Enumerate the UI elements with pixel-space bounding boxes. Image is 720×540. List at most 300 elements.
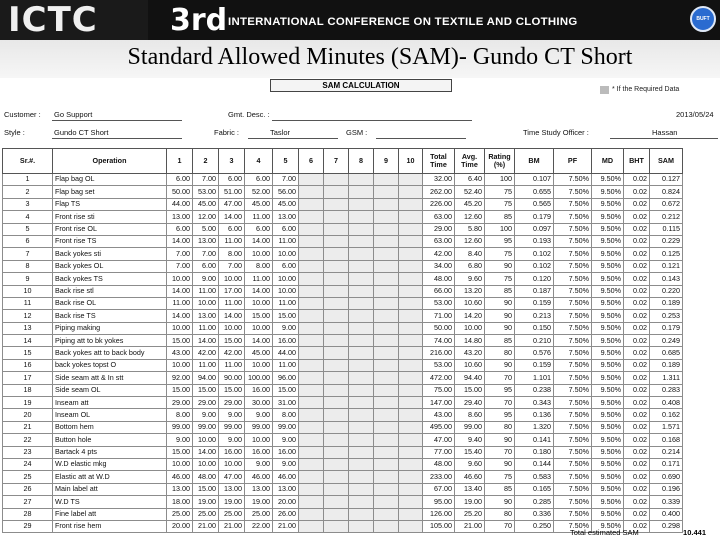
- table-cell[interactable]: Flap TS: [53, 198, 167, 210]
- table-cell[interactable]: 85: [485, 335, 515, 347]
- column-header[interactable]: BM: [515, 149, 554, 174]
- table-cell[interactable]: [324, 483, 349, 495]
- table-cell[interactable]: 1.571: [650, 421, 683, 433]
- table-cell[interactable]: 0.127: [650, 174, 683, 186]
- table-cell[interactable]: 90: [485, 297, 515, 309]
- table-cell[interactable]: [374, 372, 399, 384]
- table-cell[interactable]: 46.00: [167, 471, 193, 483]
- table-cell[interactable]: [349, 446, 374, 458]
- table-cell[interactable]: 7.50%: [554, 211, 592, 223]
- table-cell[interactable]: 34.00: [423, 260, 455, 272]
- table-cell[interactable]: [299, 372, 324, 384]
- table-cell[interactable]: 56.00: [273, 186, 299, 198]
- table-cell[interactable]: [374, 285, 399, 297]
- table-cell[interactable]: [324, 322, 349, 334]
- table-cell[interactable]: [349, 174, 374, 186]
- table-cell[interactable]: Inseam att: [53, 397, 167, 409]
- table-cell[interactable]: [324, 384, 349, 396]
- table-cell[interactable]: 11.00: [273, 235, 299, 247]
- table-cell[interactable]: Bottom hem: [53, 421, 167, 433]
- table-cell[interactable]: 15: [3, 347, 53, 359]
- table-cell[interactable]: 14.00: [193, 335, 219, 347]
- table-cell[interactable]: 7.50%: [554, 248, 592, 260]
- table-cell[interactable]: 45.00: [245, 347, 273, 359]
- table-cell[interactable]: 0.02: [624, 421, 650, 433]
- table-cell[interactable]: 9.50%: [592, 483, 624, 495]
- table-cell[interactable]: 9.50%: [592, 409, 624, 421]
- column-header[interactable]: MD: [592, 149, 624, 174]
- table-cell[interactable]: 70: [485, 446, 515, 458]
- table-cell[interactable]: 11.00: [193, 322, 219, 334]
- table-cell[interactable]: Back yokes TS: [53, 273, 167, 285]
- table-cell[interactable]: 262.00: [423, 186, 455, 198]
- table-cell[interactable]: [299, 446, 324, 458]
- table-cell[interactable]: 15.00: [193, 483, 219, 495]
- table-cell[interactable]: [324, 496, 349, 508]
- table-cell[interactable]: Front rise OL: [53, 223, 167, 235]
- column-header[interactable]: 9: [374, 149, 399, 174]
- table-cell[interactable]: Front rise TS: [53, 235, 167, 247]
- table-cell[interactable]: 18: [3, 384, 53, 396]
- table-cell[interactable]: [349, 186, 374, 198]
- table-cell[interactable]: 1.320: [515, 421, 554, 433]
- table-cell[interactable]: 7.50%: [554, 260, 592, 272]
- table-cell[interactable]: 21.00: [273, 520, 299, 532]
- table-cell[interactable]: 0.107: [515, 174, 554, 186]
- table-cell[interactable]: 9.50%: [592, 211, 624, 223]
- table-cell[interactable]: 0.408: [650, 397, 683, 409]
- table-cell[interactable]: 9.50%: [592, 285, 624, 297]
- table-cell[interactable]: 11.00: [245, 273, 273, 285]
- table-cell[interactable]: 9.40: [455, 434, 485, 446]
- table-cell[interactable]: [399, 198, 423, 210]
- table-cell[interactable]: 9.00: [219, 434, 245, 446]
- table-cell[interactable]: 13.00: [167, 211, 193, 223]
- table-cell[interactable]: 44.00: [273, 347, 299, 359]
- table-cell[interactable]: [349, 421, 374, 433]
- table-cell[interactable]: 9.50%: [592, 186, 624, 198]
- table-cell[interactable]: 12: [3, 310, 53, 322]
- table-cell[interactable]: Piping making: [53, 322, 167, 334]
- table-cell[interactable]: 14.00: [245, 285, 273, 297]
- table-cell[interactable]: 7.50%: [554, 421, 592, 433]
- table-cell[interactable]: [299, 260, 324, 272]
- table-cell[interactable]: 50.00: [167, 186, 193, 198]
- table-cell[interactable]: [324, 347, 349, 359]
- table-cell[interactable]: 4: [3, 211, 53, 223]
- table-cell[interactable]: 0.159: [515, 359, 554, 371]
- table-cell[interactable]: [324, 446, 349, 458]
- table-cell[interactable]: [299, 421, 324, 433]
- table-cell[interactable]: 10.00: [219, 273, 245, 285]
- table-cell[interactable]: 63.00: [423, 211, 455, 223]
- table-cell[interactable]: 11.00: [245, 211, 273, 223]
- table-cell[interactable]: 495.00: [423, 421, 455, 433]
- table-cell[interactable]: 53.00: [193, 186, 219, 198]
- table-cell[interactable]: 13.20: [455, 285, 485, 297]
- table-cell[interactable]: 0.02: [624, 508, 650, 520]
- table-cell[interactable]: 9.50%: [592, 471, 624, 483]
- table-cell[interactable]: 0.180: [515, 446, 554, 458]
- table-cell[interactable]: [299, 273, 324, 285]
- table-cell[interactable]: [399, 211, 423, 223]
- table-cell[interactable]: 19.00: [245, 496, 273, 508]
- table-cell[interactable]: [299, 198, 324, 210]
- table-cell[interactable]: 9.60: [455, 458, 485, 470]
- table-cell[interactable]: [299, 186, 324, 198]
- table-cell[interactable]: 13.00: [219, 483, 245, 495]
- table-cell[interactable]: Side seam att & In stt: [53, 372, 167, 384]
- table-cell[interactable]: 8.60: [455, 409, 485, 421]
- table-cell[interactable]: 11.00: [273, 297, 299, 309]
- table-cell[interactable]: [299, 483, 324, 495]
- table-cell[interactable]: [399, 260, 423, 272]
- table-cell[interactable]: 13.00: [193, 235, 219, 247]
- table-cell[interactable]: [299, 347, 324, 359]
- table-cell[interactable]: 7.50%: [554, 186, 592, 198]
- table-cell[interactable]: 90: [485, 434, 515, 446]
- table-cell[interactable]: 9.50%: [592, 260, 624, 272]
- table-cell[interactable]: 0.189: [650, 297, 683, 309]
- table-cell[interactable]: 9.50%: [592, 446, 624, 458]
- table-cell[interactable]: [324, 409, 349, 421]
- table-cell[interactable]: 0.02: [624, 409, 650, 421]
- table-cell[interactable]: 95: [485, 384, 515, 396]
- table-cell[interactable]: 13: [3, 322, 53, 334]
- column-header[interactable]: PF: [554, 149, 592, 174]
- table-cell[interactable]: 0.02: [624, 471, 650, 483]
- table-cell[interactable]: 0.212: [650, 211, 683, 223]
- table-cell[interactable]: 14.00: [245, 335, 273, 347]
- table-cell[interactable]: 14.00: [167, 235, 193, 247]
- table-cell[interactable]: 14.00: [193, 446, 219, 458]
- table-cell[interactable]: [349, 347, 374, 359]
- table-cell[interactable]: 7.50%: [554, 174, 592, 186]
- table-cell[interactable]: 85: [485, 211, 515, 223]
- table-cell[interactable]: 0.250: [515, 520, 554, 532]
- table-cell[interactable]: 9.50%: [592, 359, 624, 371]
- table-cell[interactable]: 7.50%: [554, 446, 592, 458]
- table-cell[interactable]: [299, 285, 324, 297]
- table-cell[interactable]: [299, 397, 324, 409]
- table-cell[interactable]: 7.00: [193, 248, 219, 260]
- table-cell[interactable]: 0.02: [624, 285, 650, 297]
- table-cell[interactable]: 7.50%: [554, 372, 592, 384]
- table-cell[interactable]: 10.00: [193, 297, 219, 309]
- table-cell[interactable]: 7.50%: [554, 223, 592, 235]
- column-header[interactable]: 4: [245, 149, 273, 174]
- table-cell[interactable]: 25.20: [455, 508, 485, 520]
- table-cell[interactable]: 13.40: [455, 483, 485, 495]
- table-cell[interactable]: 10.00: [167, 458, 193, 470]
- table-cell[interactable]: 11.00: [273, 359, 299, 371]
- table-cell[interactable]: 26: [3, 483, 53, 495]
- table-cell[interactable]: 27: [3, 496, 53, 508]
- table-cell[interactable]: 44.00: [167, 198, 193, 210]
- table-cell[interactable]: [374, 174, 399, 186]
- table-cell[interactable]: 0.02: [624, 496, 650, 508]
- table-cell[interactable]: [299, 310, 324, 322]
- table-cell[interactable]: [299, 322, 324, 334]
- table-cell[interactable]: [349, 322, 374, 334]
- table-cell[interactable]: 9.50%: [592, 421, 624, 433]
- table-cell[interactable]: 0.115: [650, 223, 683, 235]
- table-cell[interactable]: 0.02: [624, 260, 650, 272]
- table-cell[interactable]: Inseam OL: [53, 409, 167, 421]
- table-cell[interactable]: [399, 458, 423, 470]
- column-header[interactable]: Operation: [53, 149, 167, 174]
- table-cell[interactable]: 63.00: [423, 235, 455, 247]
- table-cell[interactable]: 0.400: [650, 508, 683, 520]
- table-cell[interactable]: 70: [485, 397, 515, 409]
- table-cell[interactable]: [399, 496, 423, 508]
- table-cell[interactable]: [349, 471, 374, 483]
- table-cell[interactable]: [374, 471, 399, 483]
- table-cell[interactable]: 42.00: [423, 248, 455, 260]
- table-cell[interactable]: 14.00: [219, 310, 245, 322]
- table-cell[interactable]: 9.50%: [592, 335, 624, 347]
- table-cell[interactable]: 0.02: [624, 310, 650, 322]
- table-cell[interactable]: 0.143: [650, 273, 683, 285]
- table-cell[interactable]: 29: [3, 520, 53, 532]
- table-cell[interactable]: [399, 471, 423, 483]
- table-cell[interactable]: [349, 260, 374, 272]
- table-cell[interactable]: 13.00: [245, 483, 273, 495]
- table-cell[interactable]: 0.02: [624, 297, 650, 309]
- table-cell[interactable]: [374, 458, 399, 470]
- table-cell[interactable]: [399, 322, 423, 334]
- table-cell[interactable]: Side seam OL: [53, 384, 167, 396]
- table-cell[interactable]: 90: [485, 458, 515, 470]
- table-cell[interactable]: 0.02: [624, 174, 650, 186]
- table-cell[interactable]: 12.00: [193, 211, 219, 223]
- table-cell[interactable]: [374, 235, 399, 247]
- table-cell[interactable]: 0.162: [650, 409, 683, 421]
- table-cell[interactable]: 0.02: [624, 434, 650, 446]
- table-cell[interactable]: 0.253: [650, 310, 683, 322]
- table-cell[interactable]: 0.02: [624, 273, 650, 285]
- table-cell[interactable]: [299, 520, 324, 532]
- table-cell[interactable]: 22: [3, 434, 53, 446]
- table-cell[interactable]: Bartack 4 pts: [53, 446, 167, 458]
- table-cell[interactable]: 0.672: [650, 198, 683, 210]
- table-cell[interactable]: 1.311: [650, 372, 683, 384]
- table-cell[interactable]: 22.00: [245, 520, 273, 532]
- table-cell[interactable]: 0.165: [515, 483, 554, 495]
- table-cell[interactable]: 10.00: [219, 458, 245, 470]
- column-header[interactable]: 8: [349, 149, 374, 174]
- table-cell[interactable]: 29.00: [219, 397, 245, 409]
- table-cell[interactable]: [349, 372, 374, 384]
- table-cell[interactable]: 11.00: [219, 297, 245, 309]
- table-cell[interactable]: [299, 223, 324, 235]
- table-cell[interactable]: 0.102: [515, 248, 554, 260]
- table-cell[interactable]: 7.00: [219, 260, 245, 272]
- table-cell[interactable]: 96.00: [273, 372, 299, 384]
- table-cell[interactable]: 32.00: [423, 174, 455, 186]
- table-cell[interactable]: [299, 248, 324, 260]
- table-cell[interactable]: 10.00: [455, 322, 485, 334]
- table-cell[interactable]: [399, 397, 423, 409]
- table-cell[interactable]: 9.50%: [592, 458, 624, 470]
- table-cell[interactable]: [374, 335, 399, 347]
- table-cell[interactable]: [349, 248, 374, 260]
- table-cell[interactable]: 0.343: [515, 397, 554, 409]
- table-cell[interactable]: 10.00: [273, 248, 299, 260]
- table-cell[interactable]: Main label att: [53, 483, 167, 495]
- table-cell[interactable]: [399, 285, 423, 297]
- table-cell[interactable]: 14.00: [245, 235, 273, 247]
- table-cell[interactable]: 0.220: [650, 285, 683, 297]
- table-cell[interactable]: 99.00: [167, 421, 193, 433]
- table-cell[interactable]: 53.00: [423, 359, 455, 371]
- table-cell[interactable]: 13.00: [273, 483, 299, 495]
- table-cell[interactable]: [374, 198, 399, 210]
- table-cell[interactable]: 16.00: [273, 335, 299, 347]
- table-cell[interactable]: [324, 273, 349, 285]
- table-cell[interactable]: 0.193: [515, 235, 554, 247]
- table-cell[interactable]: 42.00: [193, 347, 219, 359]
- table-cell[interactable]: [349, 384, 374, 396]
- table-cell[interactable]: 126.00: [423, 508, 455, 520]
- table-cell[interactable]: 43.00: [423, 409, 455, 421]
- table-cell[interactable]: 6.00: [167, 223, 193, 235]
- table-cell[interactable]: 6.00: [219, 223, 245, 235]
- table-cell[interactable]: [374, 248, 399, 260]
- table-cell[interactable]: 10.00: [167, 359, 193, 371]
- table-cell[interactable]: [299, 434, 324, 446]
- column-header[interactable]: 6: [299, 149, 324, 174]
- table-cell[interactable]: [324, 211, 349, 223]
- table-cell[interactable]: [399, 186, 423, 198]
- table-cell[interactable]: 0.171: [650, 458, 683, 470]
- table-cell[interactable]: 8.00: [219, 248, 245, 260]
- column-header[interactable]: 1: [167, 149, 193, 174]
- table-cell[interactable]: 1.101: [515, 372, 554, 384]
- table-cell[interactable]: [324, 421, 349, 433]
- table-cell[interactable]: Elastic att at W.D: [53, 471, 167, 483]
- table-cell[interactable]: 15.00: [455, 384, 485, 396]
- table-cell[interactable]: Fine label att: [53, 508, 167, 520]
- table-cell[interactable]: 30.00: [245, 397, 273, 409]
- table-cell[interactable]: [324, 223, 349, 235]
- table-cell[interactable]: 29.00: [167, 397, 193, 409]
- table-cell[interactable]: 94.40: [455, 372, 485, 384]
- table-cell[interactable]: [374, 446, 399, 458]
- table-cell[interactable]: 46.00: [273, 471, 299, 483]
- table-cell[interactable]: 17.00: [219, 285, 245, 297]
- table-cell[interactable]: 7.50%: [554, 198, 592, 210]
- table-cell[interactable]: 6.00: [193, 260, 219, 272]
- table-cell[interactable]: 6.00: [167, 174, 193, 186]
- table-cell[interactable]: 0.249: [650, 335, 683, 347]
- table-cell[interactable]: 0.685: [650, 347, 683, 359]
- table-cell[interactable]: 43.00: [167, 347, 193, 359]
- table-cell[interactable]: [374, 434, 399, 446]
- table-cell[interactable]: [324, 335, 349, 347]
- table-cell[interactable]: [299, 384, 324, 396]
- table-cell[interactable]: [374, 211, 399, 223]
- table-cell[interactable]: 10.00: [167, 273, 193, 285]
- table-cell[interactable]: 0.655: [515, 186, 554, 198]
- table-cell[interactable]: 7: [3, 248, 53, 260]
- table-cell[interactable]: 21.00: [455, 520, 485, 532]
- table-cell[interactable]: 21: [3, 421, 53, 433]
- table-cell[interactable]: 46.60: [455, 471, 485, 483]
- table-cell[interactable]: 6.00: [219, 174, 245, 186]
- table-cell[interactable]: 0.210: [515, 335, 554, 347]
- table-cell[interactable]: [374, 384, 399, 396]
- table-cell[interactable]: 0.120: [515, 273, 554, 285]
- table-cell[interactable]: [374, 496, 399, 508]
- table-cell[interactable]: [299, 409, 324, 421]
- table-cell[interactable]: 26.00: [273, 508, 299, 520]
- table-cell[interactable]: 8.00: [245, 260, 273, 272]
- table-cell[interactable]: 17: [3, 372, 53, 384]
- table-cell[interactable]: 14.00: [167, 310, 193, 322]
- table-cell[interactable]: 7.50%: [554, 397, 592, 409]
- table-cell[interactable]: 42.00: [219, 347, 245, 359]
- table-cell[interactable]: 45.00: [245, 198, 273, 210]
- table-cell[interactable]: 11: [3, 297, 53, 309]
- table-cell[interactable]: 216.00: [423, 347, 455, 359]
- table-cell[interactable]: 77.00: [423, 446, 455, 458]
- table-cell[interactable]: 75: [485, 248, 515, 260]
- table-cell[interactable]: Piping att to bk yokes: [53, 335, 167, 347]
- table-cell[interactable]: [399, 421, 423, 433]
- table-cell[interactable]: 9.50%: [592, 397, 624, 409]
- table-cell[interactable]: 20.00: [167, 520, 193, 532]
- table-cell[interactable]: 0.298: [650, 520, 683, 532]
- table-cell[interactable]: 6.00: [273, 223, 299, 235]
- table-cell[interactable]: [324, 372, 349, 384]
- table-cell[interactable]: 0.229: [650, 235, 683, 247]
- table-cell[interactable]: 7.00: [273, 174, 299, 186]
- table-cell[interactable]: 67.00: [423, 483, 455, 495]
- table-cell[interactable]: 52.40: [455, 186, 485, 198]
- column-header[interactable]: SAM: [650, 149, 683, 174]
- table-cell[interactable]: 9.50%: [592, 310, 624, 322]
- table-cell[interactable]: [349, 335, 374, 347]
- table-cell[interactable]: 9.50%: [592, 198, 624, 210]
- table-cell[interactable]: [374, 186, 399, 198]
- table-cell[interactable]: 5.00: [193, 223, 219, 235]
- table-cell[interactable]: 9.00: [273, 458, 299, 470]
- table-cell[interactable]: 0.824: [650, 186, 683, 198]
- table-cell[interactable]: 0.02: [624, 458, 650, 470]
- table-cell[interactable]: 0.189: [650, 359, 683, 371]
- table-cell[interactable]: 46.00: [245, 471, 273, 483]
- table-cell[interactable]: 66.00: [423, 285, 455, 297]
- table-cell[interactable]: 19.00: [219, 496, 245, 508]
- table-cell[interactable]: 7.00: [167, 248, 193, 260]
- table-cell[interactable]: 10.00: [219, 322, 245, 334]
- table-cell[interactable]: 15.00: [167, 384, 193, 396]
- table-cell[interactable]: [349, 223, 374, 235]
- table-cell[interactable]: [399, 409, 423, 421]
- table-cell[interactable]: [349, 198, 374, 210]
- table-cell[interactable]: 6.00: [273, 260, 299, 272]
- table-cell[interactable]: 8: [3, 260, 53, 272]
- table-cell[interactable]: [374, 359, 399, 371]
- table-cell[interactable]: [374, 273, 399, 285]
- table-cell[interactable]: 45.20: [455, 198, 485, 210]
- table-cell[interactable]: 7.50%: [554, 235, 592, 247]
- table-cell[interactable]: [399, 483, 423, 495]
- table-cell[interactable]: 9.50%: [592, 248, 624, 260]
- table-cell[interactable]: 9.50%: [592, 496, 624, 508]
- table-cell[interactable]: [299, 471, 324, 483]
